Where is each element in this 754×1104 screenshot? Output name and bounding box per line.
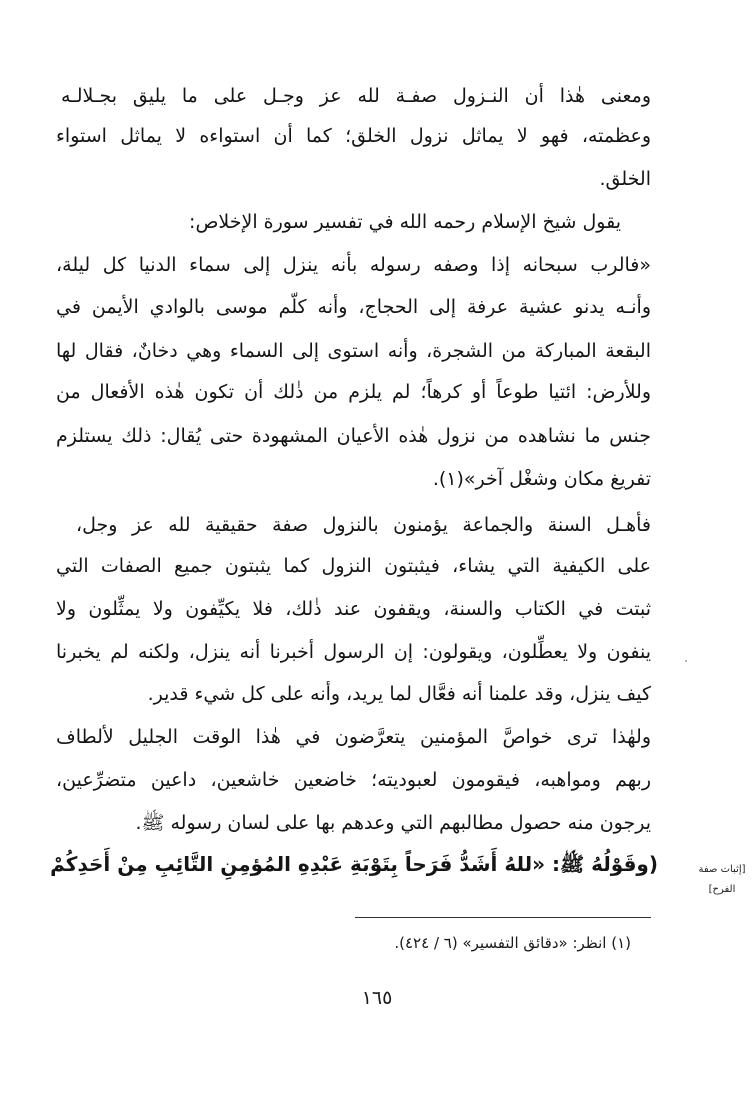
hadith-line: (وقَوْلُهُ ﷺ: «للهُ أَشَدُّ فَرَحاً بِتَوْبَةِ عَبْدِهِ المُؤمِنِ التَّائِبِ مِنْ أَحَدِكُمْ — [50, 852, 658, 876]
footnote: (١) انظر: «دقائق التفسير» (٦ / ٤٢٤). — [394, 934, 631, 952]
footnote-separator — [355, 917, 651, 918]
text-line: ثبتت في الكتاب والسنة، ويقفون عند ذٰلك، فلا يكيِّفون ولا يمثِّلون ولا — [56, 598, 651, 620]
text-line: ينفون ولا يعطِّلون، ويقولون: إن الرسول أخبرنا أنه ينزل، ولكنه لم يخبرنا — [56, 641, 651, 663]
margin-note-line: الفرح] — [708, 884, 736, 895]
text-line: كيف ينزل، وقد علمنا أنه فعَّال لما يريد، وأنه على كل شيء قدير. — [147, 683, 651, 705]
text-line: يقول شيخ الإسلام رحمه الله في تفسير سورة الإخلاص: — [189, 211, 621, 233]
margin-note — [696, 860, 748, 900]
text-line: فأهـل السنة والجماعة يؤمنون بالنزول صفة حقيقية لله عز وجل، — [76, 514, 651, 536]
margin-note-line: [إثبات صفة — [698, 864, 746, 875]
text-line: «فالرب سبحانه إذا وصفه رسوله بأنه ينزل إلى سماء الدنيا كل ليلة، — [56, 254, 651, 276]
text-line: الخلق. — [599, 168, 651, 190]
text-line: البقعة المباركة من الشجرة، وأنه استوى إلى السماء وهي دخانٌ، فقال لها — [56, 340, 651, 362]
text-line: وأنـه يدنو عشية عرفة إلى الحجاج، وأنه كلّم موسى بالوادي الأيمن في — [56, 296, 651, 318]
text-line: على الكيفية التي يشاء، فيثبتون النزول كما يثبتون جميع الصفات التي — [56, 555, 651, 577]
page-number: ١٦٥ — [361, 987, 393, 1009]
text-line: وعظمته، فهو لا يماثل نزول الخلق؛ كما أن استواءه لا يماثل استواء — [56, 125, 651, 147]
text-line: تفريغ مكان وشغْل آخر»(١). — [432, 468, 651, 490]
text-line: ومعنى هٰذا أن النـزول صفـة لله عز وجـل على ما يليق بجـلالـه — [61, 85, 651, 107]
text-line: جنس ما نشاهده من نزول هٰذه الأعيان المشهودة حتى يُقال: ذلك يستلزم — [56, 425, 651, 447]
text-line: وللأرض: ائتيا طوعاً أو كرهاً؛ لم يلزم من ذٰلك أن تكون هٰذه الأفعال من — [56, 381, 651, 403]
text-line: ولهٰذا ترى خواصَّ المؤمنين يتعرَّضون في هٰذا الوقت الجليل لألطاف — [56, 726, 651, 748]
text-line: ربهم ومواهبه، فيقومون لعبوديته؛ خاضعين خاشعين، داعين متضرِّعين، — [56, 769, 651, 791]
text-line: يرجون منه حصول مطالبهم التي وعدهم بها على لسان رسوله ﷺ. — [135, 812, 651, 834]
scan-speck — [685, 660, 687, 662]
